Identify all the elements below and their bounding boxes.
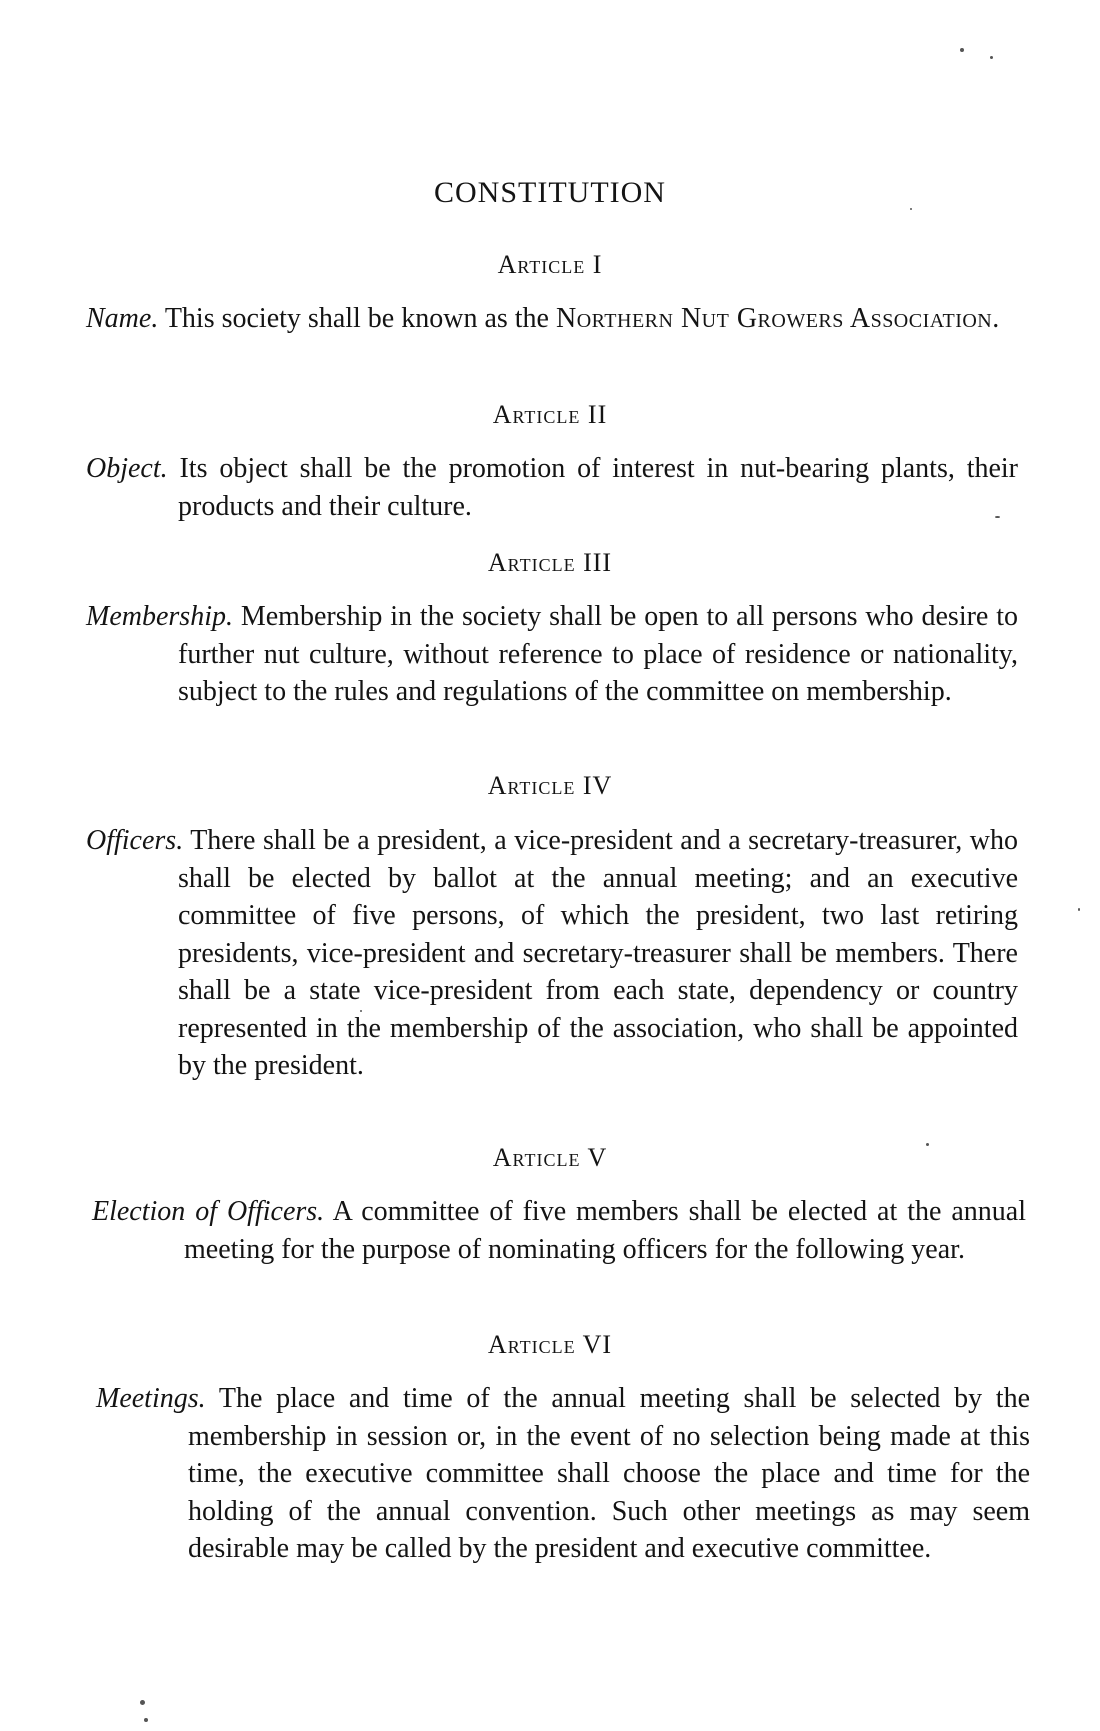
association-name: Northern Nut Growers Association [555, 303, 993, 334]
article-text: There shall be a president, a vice-president and a secretary-treasurer, who shall be elected by ballot at the annual meeting; and an executive committee of five persons, of which the president, two last retiring presidents, vice-president and secretary-treasurer shall be members. There shall be a state vice-president from each state, dependency or country represented in the membership of the association, who shall be appointed by the president. [178, 825, 1018, 1081]
article-tag: Meetings. [96, 1383, 206, 1414]
article-text-end: . [992, 303, 1000, 334]
scan-speck [995, 516, 1000, 518]
article-tag: Election of Officers. [92, 1196, 325, 1227]
scan-speck [960, 48, 964, 52]
scan-speck [140, 1700, 145, 1705]
article-text: A committee of five members shall be elected at the annual meeting for the purpose of nominating officers for the following year. [184, 1196, 1026, 1265]
article-heading: Article I [497, 250, 603, 279]
article-text: This society shall be known as the [164, 303, 556, 334]
scan-speck [360, 1010, 362, 1012]
article-paragraph [86, 300, 1018, 338]
scan-speck [910, 208, 912, 210]
article-paragraph [86, 450, 1018, 525]
scan-speck [1078, 908, 1080, 911]
article-text: Its object shall be the promotion of interest in nut-bearing plants, their products and their culture. [178, 453, 1019, 522]
article-paragraph [86, 598, 1018, 711]
article-heading: Article VI [487, 1330, 613, 1359]
article-tag: Name. [86, 303, 159, 334]
article-heading: Article IV [487, 771, 613, 800]
article-heading: Article V [492, 1143, 608, 1172]
article-paragraph [96, 1380, 1030, 1568]
article-heading: Article III [487, 548, 613, 577]
article-tag: Object. [86, 453, 168, 484]
article-paragraph [86, 822, 1018, 1085]
scan-speck [144, 1718, 148, 1722]
article-tag: Officers. [86, 825, 184, 856]
scan-speck [990, 56, 993, 59]
article-heading: Article II [492, 400, 608, 429]
article-text: The place and time of the annual meeting shall be selected by the membership in session or, in the event of no selection being made at this time, the executive committee shall choose the place and time for the holding of the annual convention. Such other meetings as may seem desirable may be called by the president and executive committee. [188, 1383, 1030, 1564]
article-text: Membership in the society shall be open to all persons who desire to further nut culture, without reference to place of residence or nationality, subject to the rules and regulations of the committee on membership. [178, 601, 1019, 707]
article-paragraph [92, 1193, 1026, 1268]
scan-speck [926, 1143, 929, 1146]
article-tag: Membership. [86, 601, 233, 632]
document-title: CONSTITUTION [434, 176, 666, 209]
